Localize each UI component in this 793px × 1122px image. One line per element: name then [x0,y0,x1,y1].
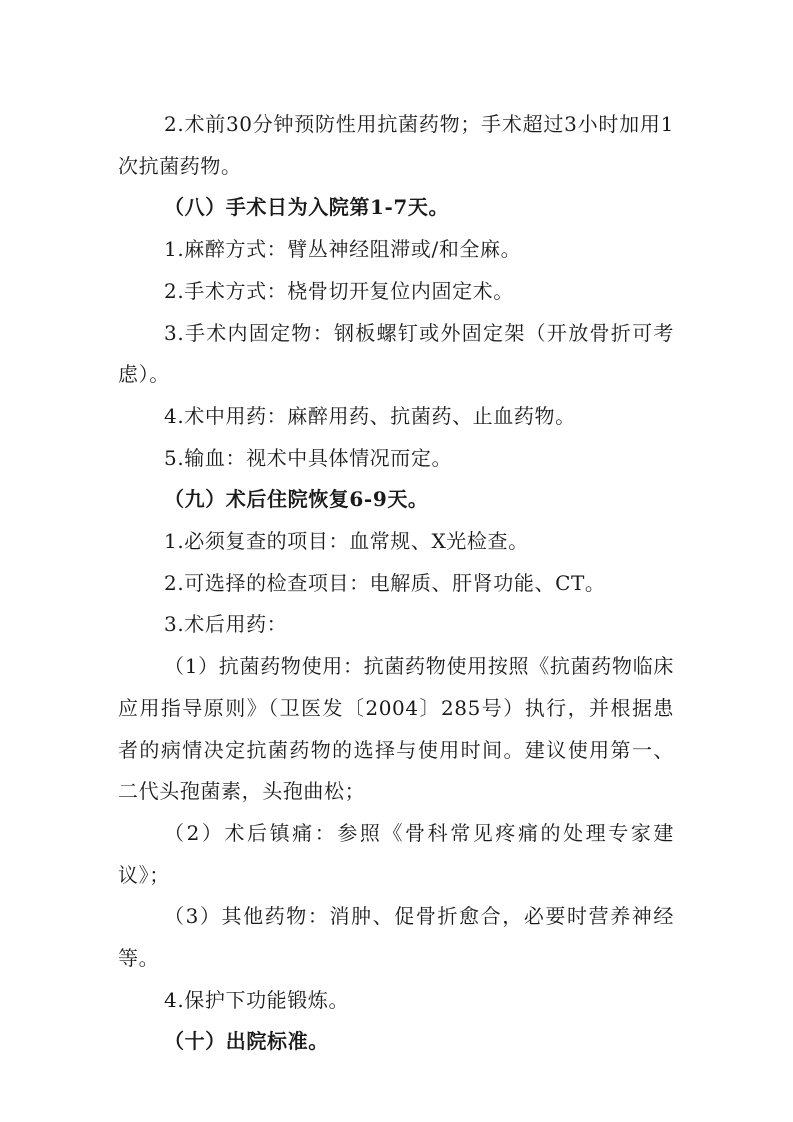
paragraph-postop-drugs: 3.术后用药： [164,612,288,637]
paragraph-transfusion: 5.输血：视术中具体情况而定。 [164,445,453,470]
document-body [118,104,674,1063]
section-heading-8: （八）手术日为入院第1-7天。 [164,195,450,220]
paragraph-intraop-drugs: 4.术中用药：麻醉用药、抗菌药、止血药物。 [164,403,576,428]
section-heading-9: （九）术后住院恢复6-9天。 [164,487,429,512]
paragraph-other-drugs: （3）其他药物：消肿、促骨折愈合，必要时营养神经等。 [118,904,674,971]
paragraph-optional-tests: 2.可选择的检查项目：电解质、肝肾功能、CT。 [164,570,606,595]
paragraph-exercise: 4.保护下功能锻炼。 [164,987,350,1012]
paragraph-antibiotic-use: （1）抗菌药物使用：抗菌药物使用按照《抗菌药物临床应用指导原则》（卫医发〔2004〕285号）执行，并根据患者的病情决定抗菌药物的选择与使用时间。建议使用第一、二代头孢菌素，头孢曲松； [118,654,674,804]
paragraph-preop-antibiotics: 2.术前30分钟预防性用抗菌药物；手术超过3小时加用1次抗菌药物。 [118,112,674,178]
paragraph-analgesia: （2）术后镇痛：参照《骨科常见疼痛的处理专家建议》； [118,820,674,887]
paragraph-internal-fixation: 3.手术内固定物：钢板螺钉或外固定架（开放骨折可考虑）。 [118,320,674,387]
paragraph-required-tests: 1.必须复查的项目：血常规、X光检查。 [164,529,529,554]
section-heading-10: （十）出院标准。 [164,1029,329,1054]
paragraph-surgery-method: 2.手术方式：桡骨切开复位内固定术。 [164,278,514,303]
paragraph-anesthesia: 1.麻醉方式：臂丛神经阻滞或/和全麻。 [164,237,522,262]
